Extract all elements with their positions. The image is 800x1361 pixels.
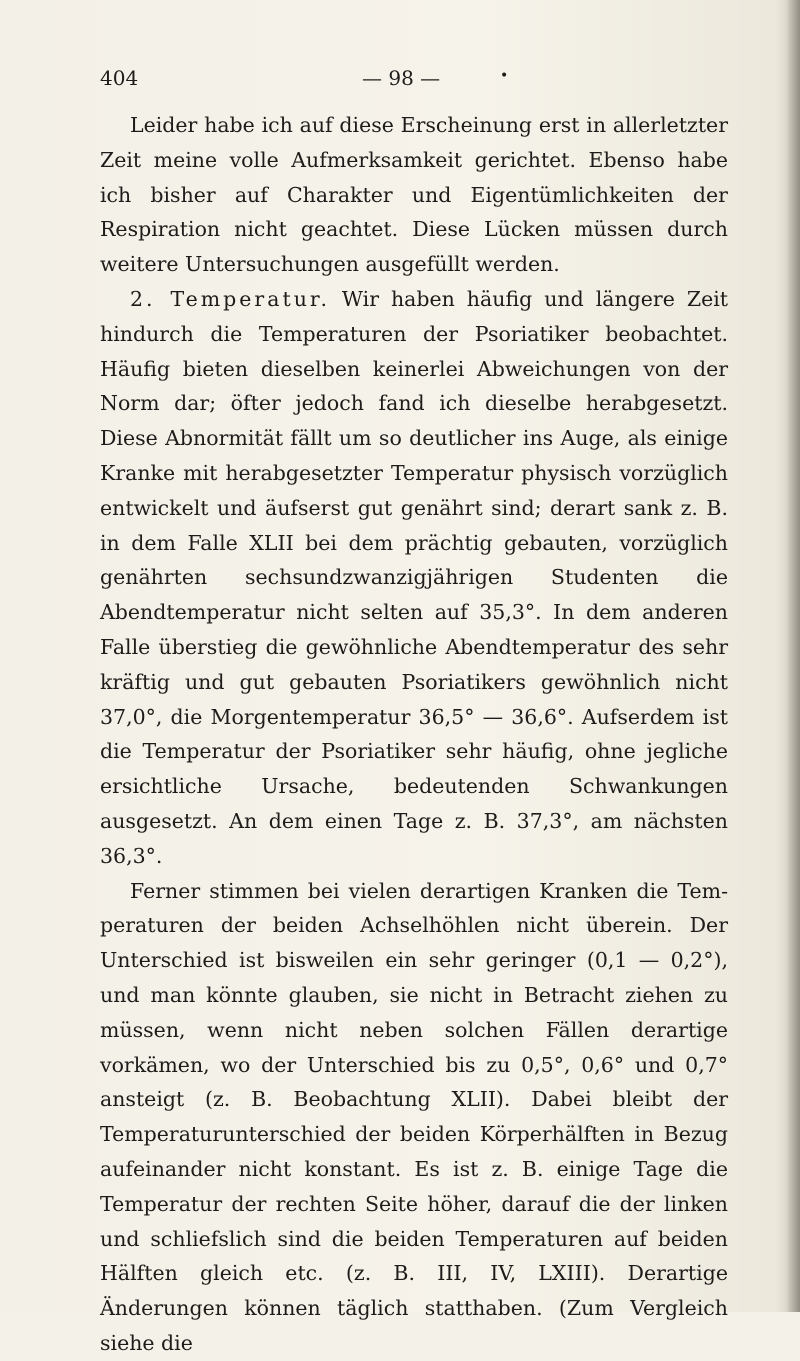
paragraph-text: Wir haben häufig und längere Zeit hindurch die Temperaturen der Psoriatiker beobachtet. Häufig bieten dieselben keinerlei Abweichungen von der Norm dar; öfter jedoch fand ich dieselbe herabgesetzt. Diese Abnormität fällt um so deutlicher ins Auge, als einige Kranke mit herabgesetzter Temperatur physisch vorzüglich entwickelt und äufserst gut genährt sind; derart sank z. B. in dem Falle XLII bei dem prächtig gebauten, vorzüglich genährten sechsundzwanzigjährigen Studenten die Abendtemperatur nicht selten auf 35,3°. In dem anderen Falle überstieg die gewöhnliche Abendtemperatur des sehr kräftig und gut gebauten Psoriatikers gewöhnlich nicht 37,0°, die Morgentemperatur 36,5° — 36,6°. Aufserdem ist die Temperatur der Psoriatiker sehr häufig, ohne jegliche ersichtliche Ursache, bedeutenden Schwankungen ausgesetzt. An dem einen Tage z. B. 37,3°, am nächsten 36,3°.: [100, 286, 728, 868]
paragraph-temperature: [100, 282, 728, 874]
library-page-number: 404: [100, 66, 139, 90]
body-text: [100, 108, 728, 1361]
section-heading-temperature: 2. Temperatur.: [130, 286, 330, 311]
paragraph-text: Ferner stimmen bei vielen derartigen Kranken die Temperaturen der beiden Achselhöhlen nicht überein. Der Unterschied ist bisweilen ein sehr geringer (0,1 — 0,2°), und man könnte glauben, sie nicht in Betracht ziehen zu müssen, wenn nicht neben solchen Fällen derartige vorkämen, wo der Unterschied bis zu 0,5°, 0,6° und 0,7° ansteigt (z. B. Beobachtung XLII). Dabei bleibt der Temperaturunterschied der beiden Körperhälften in Bezug aufeinander nicht konstant. Es ist z. B. einige Tage die Temperatur der rechten Seite höher, darauf die der linken und schliefslich sind die beiden Temperaturen auf beiden Hälften gleich etc. (z. B. III, IV, LXIII). Derartige Änderungen können täglich statthaben. (Zum Vergleich siehe die: [100, 878, 728, 1355]
paragraph-text: Leider habe ich auf diese Erscheinung erst in allerletzter Zeit meine volle Aufmerksamkeit gerichtet. Ebenso habe ich bisher auf Charakter und Eigentümlichkeiten der Respiration nicht geachtet. Diese Lücken müssen durch weitere Untersuchungen ausgefüllt werden.: [100, 113, 728, 277]
paragraph-axilla: [100, 874, 728, 1361]
page-header: [100, 66, 720, 96]
page-edge-shadow: [786, 0, 800, 1312]
header-dot: •: [500, 68, 509, 84]
paragraph-respiration: [100, 108, 728, 282]
page-number: — 98 —: [362, 66, 441, 90]
